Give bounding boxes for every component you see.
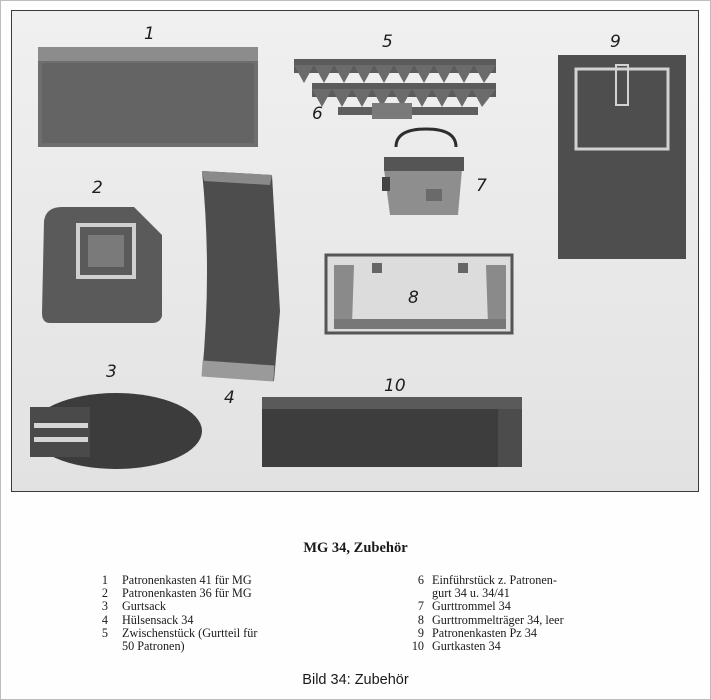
legend-text: Patronenkasten Pz 34 bbox=[432, 625, 537, 640]
legend-text: 50 Patronen) bbox=[122, 639, 185, 654]
legend-row bbox=[86, 587, 257, 600]
label-10: 10 bbox=[384, 376, 406, 396]
legend-left-column bbox=[86, 574, 257, 653]
legend-number: 4 bbox=[101, 612, 108, 627]
legend-number bbox=[86, 640, 108, 653]
item-3-belt-bag bbox=[30, 393, 202, 469]
legend-number: 7 bbox=[417, 599, 424, 614]
label-4: 4 bbox=[224, 388, 235, 408]
legend-text: Einführstück z. Patronen- bbox=[432, 573, 557, 587]
legend-text: Gurttrommel 34 bbox=[432, 599, 511, 614]
item-2-ammo-box-36 bbox=[42, 207, 162, 323]
label-8: 8 bbox=[408, 288, 419, 308]
legend-number: 9 bbox=[417, 625, 424, 640]
legend-text: Patronenkasten 41 für MG bbox=[122, 573, 252, 587]
legend-number: 10 bbox=[411, 639, 424, 654]
legend-text: Zwischenstück (Gurtteil für bbox=[122, 625, 258, 640]
item-8-drum-carrier bbox=[326, 255, 512, 333]
legend-number: 1 bbox=[101, 573, 108, 587]
item-10-belt-box bbox=[262, 397, 522, 467]
label-6: 6 bbox=[312, 104, 323, 124]
label-5: 5 bbox=[382, 32, 393, 52]
legend-row bbox=[86, 640, 257, 653]
legend-row bbox=[394, 600, 564, 613]
legend-text: Hülsensack 34 bbox=[122, 612, 194, 627]
caption-title: MG 34, Zubehör bbox=[303, 540, 408, 556]
legend-text: Gurtkasten 34 bbox=[432, 639, 501, 654]
legend-number: 5 bbox=[101, 625, 108, 640]
item-9-ammo-box-pz bbox=[558, 55, 686, 259]
figure-label: Bild 34: Zubehör bbox=[302, 672, 409, 688]
legend-number: 8 bbox=[417, 612, 424, 627]
legend-text: Gurtsack bbox=[122, 599, 166, 614]
legend-text: gurt 34 u. 34/41 bbox=[432, 586, 510, 601]
legend-number: 3 bbox=[101, 599, 108, 614]
legend-row bbox=[394, 614, 564, 627]
legend-row bbox=[394, 640, 564, 653]
legend-text: Gurttrommelträger 34, leer bbox=[432, 612, 564, 627]
legend-right-column bbox=[394, 574, 564, 653]
label-3: 3 bbox=[106, 362, 117, 382]
label-9: 9 bbox=[610, 32, 621, 52]
item-4-case-bag bbox=[202, 171, 280, 381]
legend-row bbox=[86, 614, 257, 627]
label-7: 7 bbox=[476, 176, 487, 196]
photo-svg bbox=[12, 11, 698, 491]
label-2: 2 bbox=[92, 178, 103, 198]
label-1: 1 bbox=[144, 24, 155, 44]
legend-row bbox=[86, 600, 257, 613]
legend-text: Patronenkasten 36 für MG bbox=[122, 586, 252, 601]
item-1-ammo-box-41 bbox=[38, 47, 258, 147]
legend-number: 2 bbox=[101, 586, 108, 601]
legend-number: 6 bbox=[417, 573, 424, 587]
equipment-photograph bbox=[11, 10, 699, 492]
